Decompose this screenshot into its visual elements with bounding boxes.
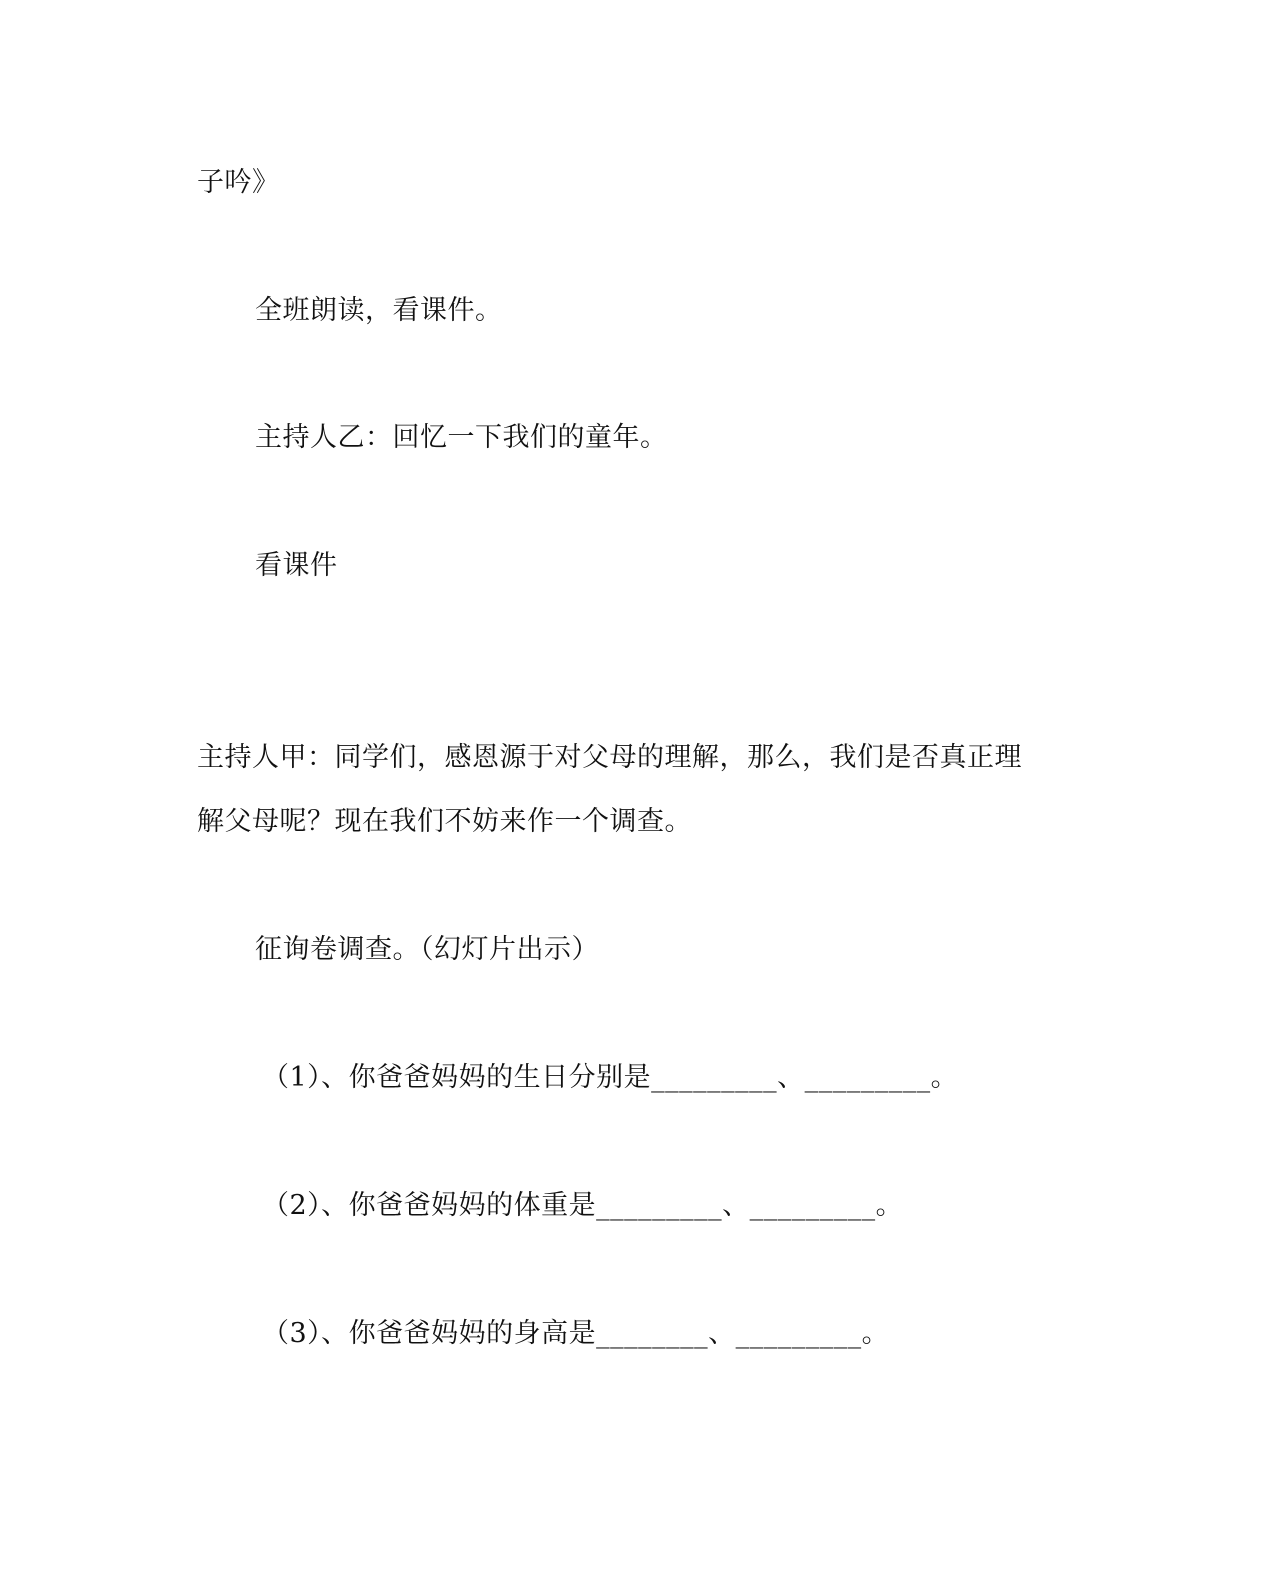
text-line-host-a-2: 解父母呢？现在我们不妨来作一个调查。 [197,806,692,837]
text-line-watch-courseware: 看课件 [255,550,338,581]
survey-question-1: （1）、你爸爸妈妈的生日分别是_________、_________。 [262,1062,959,1093]
survey-question-3: （3）、你爸爸妈妈的身高是________、_________。 [262,1318,890,1349]
text-line-host-b: 主持人乙：回忆一下我们的童年。 [255,422,668,453]
survey-question-2: （2）、你爸爸妈妈的体重是_________、_________。 [262,1190,904,1221]
text-line-title-fragment: 子吟》 [197,167,280,198]
text-line-host-a-1: 主持人甲：同学们，感恩源于对父母的理解，那么，我们是否真正理 [197,742,1022,773]
text-line-survey-heading: 征询卷调查。（幻灯片出示） [255,934,599,965]
text-line-read-aloud: 全班朗读，看课件。 [255,295,503,326]
